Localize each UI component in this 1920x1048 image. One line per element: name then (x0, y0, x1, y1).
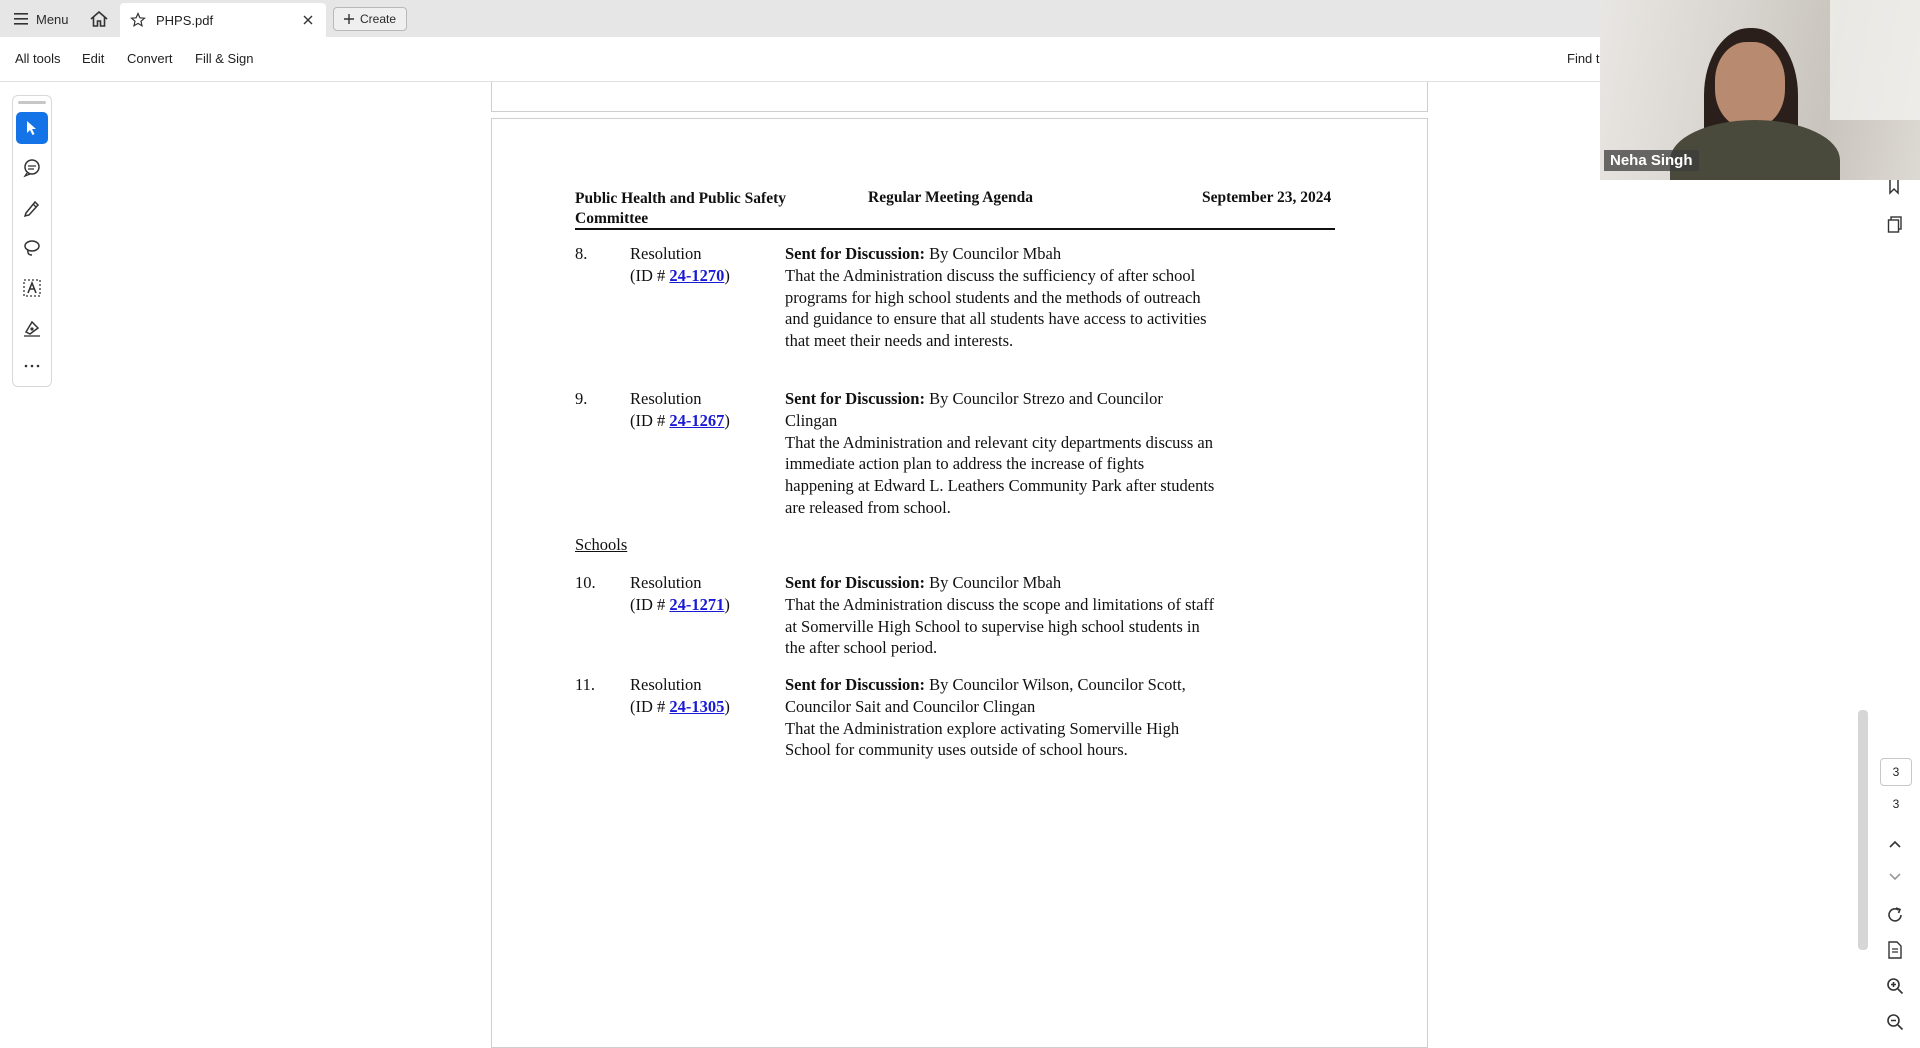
draw-tool[interactable] (16, 232, 48, 264)
page-fit-button[interactable] (1883, 938, 1907, 962)
item-sponsor: By Councilor Mbah (924, 573, 1062, 592)
home-button[interactable] (86, 7, 112, 31)
item-type-label: Resolution (630, 573, 702, 592)
plus-icon (344, 14, 354, 24)
id-suffix: ) (724, 410, 730, 430)
item-id-link[interactable]: 24-1305 (669, 696, 725, 716)
document-tab[interactable] (120, 3, 326, 37)
id-suffix: ) (724, 594, 730, 614)
item-id-link[interactable]: 24-1267 (669, 410, 725, 430)
pdf-page (491, 118, 1428, 1048)
highlight-tool[interactable] (16, 192, 48, 224)
pages-panel-button[interactable] (1883, 213, 1907, 237)
id-prefix: (ID # (630, 410, 670, 430)
text-tool[interactable] (16, 272, 48, 304)
text-select-icon (22, 278, 42, 298)
item-type (630, 572, 770, 616)
item-status: Sent for Discussion: (785, 675, 925, 694)
item-body (785, 388, 1215, 519)
zoom-out-icon (1886, 1013, 1904, 1031)
document-tab-title: PHPS.pdf (156, 12, 214, 28)
convert-button[interactable]: Convert (127, 51, 173, 66)
background-window (1830, 0, 1920, 120)
more-tools[interactable] (16, 350, 48, 382)
chevron-down-icon (1889, 873, 1901, 881)
participant-name: Neha Singh (1604, 150, 1699, 171)
sign-tool[interactable] (16, 312, 48, 344)
more-icon (23, 363, 41, 369)
create-label: Create (360, 12, 397, 26)
id-suffix: ) (724, 696, 730, 716)
all-tools-button[interactable]: All tools (15, 51, 61, 66)
item-status: Sent for Discussion: (785, 244, 925, 263)
item-type-label: Resolution (630, 389, 702, 408)
select-cursor-icon (24, 119, 40, 137)
item-type (630, 674, 770, 718)
comment-tool[interactable] (16, 152, 48, 184)
id-prefix: (ID # (630, 696, 670, 716)
next-page-button[interactable] (1883, 865, 1907, 889)
agenda-title: Regular Meeting Agenda (868, 189, 1034, 206)
id-suffix: ) (724, 265, 730, 285)
zoom-in-icon (1886, 977, 1904, 995)
item-id-link[interactable]: 24-1270 (669, 265, 725, 285)
item-number: 8. (575, 244, 588, 263)
comment-icon (22, 158, 42, 178)
item-number: 9. (575, 389, 588, 408)
participant-face (1715, 42, 1785, 128)
create-button[interactable] (333, 7, 407, 31)
header-divider (575, 228, 1335, 230)
rail-grip[interactable] (18, 101, 46, 104)
refresh-button[interactable] (1883, 903, 1907, 927)
page-settings-icon (1886, 941, 1904, 959)
sign-pen-icon (22, 318, 42, 338)
previous-page-edge (491, 82, 1428, 112)
item-status: Sent for Discussion: (785, 573, 925, 592)
zoom-in-button[interactable] (1883, 974, 1907, 998)
id-prefix: (ID # (630, 265, 670, 285)
item-text: That the Administration explore activating Somerville High School for community uses outside of school hours. (785, 718, 1180, 760)
zoom-out-button[interactable] (1883, 1010, 1907, 1034)
item-type-label: Resolution (630, 675, 702, 694)
item-body (785, 572, 1215, 659)
item-id-link[interactable]: 24-1271 (669, 594, 725, 614)
select-tool[interactable] (16, 112, 48, 144)
menu-label: Menu (36, 11, 69, 27)
item-number: 10. (575, 573, 596, 592)
item-type (630, 388, 770, 432)
item-sponsor: By Councilor Strezo and Councilor Clingan (785, 389, 1163, 430)
chevron-up-icon (1889, 840, 1901, 848)
home-icon (90, 11, 108, 27)
item-text: That the Administration discuss the sufficiency of after school programs for high school students and the methods of outreach and guidance to ensure that all students have access to activities that meet their needs and interests. (785, 265, 1207, 351)
item-sponsor: By Councilor Wilson, Councilor Scott, Councilor Sait and Councilor Clingan (785, 675, 1186, 716)
previous-page-button[interactable] (1883, 832, 1907, 856)
webcam-overlay (1600, 0, 1920, 180)
lasso-draw-icon (22, 238, 42, 258)
page-number-input[interactable]: 3 (1880, 758, 1912, 786)
refresh-icon (1886, 906, 1904, 924)
close-tab-icon[interactable] (300, 12, 316, 28)
highlight-pen-icon (22, 198, 42, 218)
fill-sign-button[interactable]: Fill & Sign (195, 51, 254, 66)
committee-title: Public Health and Public Safety Committee (575, 190, 786, 227)
page-total: 3 (1892, 797, 1900, 811)
item-number: 11. (575, 675, 596, 694)
item-text: That the Administration and relevant city departments discuss an immediate action plan to address the increase of fights happening at Edward L. Leathers Community Park after students are released from school. (785, 432, 1215, 517)
find-button[interactable]: Find t (1567, 51, 1600, 66)
menu-button[interactable] (8, 6, 75, 32)
item-status: Sent for Discussion: (785, 389, 925, 408)
id-prefix: (ID # (630, 594, 670, 614)
star-icon[interactable] (130, 12, 146, 28)
section-heading-schools: Schools (575, 535, 628, 554)
item-body (785, 674, 1215, 761)
item-sponsor: By Councilor Mbah (924, 244, 1062, 263)
item-type (630, 243, 770, 287)
quick-tools-rail (12, 95, 52, 387)
hamburger-icon (14, 13, 28, 25)
edit-button[interactable]: Edit (82, 51, 105, 66)
meeting-date: September 23, 2024 (1202, 189, 1332, 206)
item-body (785, 243, 1215, 352)
copy-pages-icon (1887, 216, 1903, 234)
scrollbar-thumb[interactable] (1858, 710, 1868, 950)
item-text: That the Administration discuss the scope and limitations of staff at Somerville High School to supervise high school students in the after school period. (785, 594, 1215, 658)
item-type-label: Resolution (630, 244, 702, 263)
